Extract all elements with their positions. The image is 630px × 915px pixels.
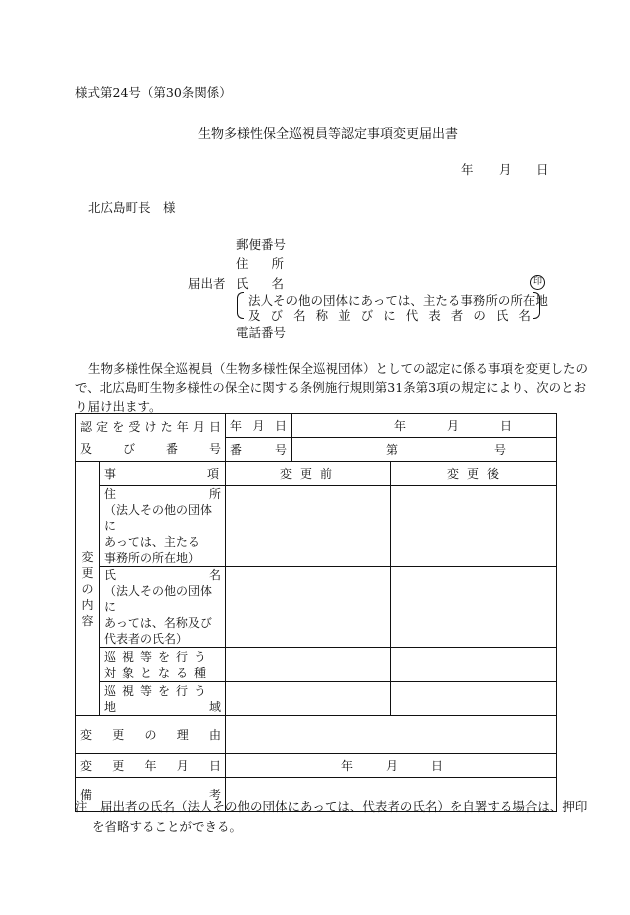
change-date-value-cell[interactable]: 年 月 日 (226, 754, 557, 778)
name-before-cell[interactable] (226, 567, 391, 648)
before-header: 変 更 前 (226, 462, 391, 486)
applicant-label: 届出者 (188, 276, 226, 291)
area-item-cell: 巡視等を行う 地 域 (100, 682, 226, 716)
item-header: 事 項 (100, 462, 226, 486)
cert-label-line-2: 及 び 番 号 (80, 441, 222, 456)
cert-label-cell (76, 414, 226, 462)
body-text-line-2: で、北広島町生物多様性の保全に関する条例施行規則第31条第3項の規定により、次のとお (75, 380, 587, 395)
address-before-cell[interactable] (226, 486, 391, 567)
date-month: 月 (499, 162, 512, 177)
area-before-cell[interactable] (226, 682, 391, 716)
cert-label-line-1: 認 定 を 受 け た 年 月 日 (80, 419, 222, 434)
number-label-cell: 番 号 (226, 438, 292, 462)
change-form-table (75, 413, 557, 812)
document-title: 生物多様性保全巡視員等認定事項変更届出書 (198, 127, 459, 142)
change-content-vertical-label: 変 更 の 内 容 (76, 462, 100, 716)
corporate-note-line-1: 法人その他の団体にあっては、主たる事務所の所在地 (248, 293, 548, 308)
name-after-cell[interactable] (391, 567, 557, 648)
corporate-note-line-2: 及 び 名 称 並 び に 代 表 者 の 氏 名 (248, 308, 531, 323)
body-text-line-1: 生物多様性保全巡視員（生物多様性保全巡視団体）としての認定に係る事項を変更したの (88, 361, 589, 376)
name-change-row (76, 567, 557, 648)
addressee: 北広島町長 様 (88, 200, 176, 215)
body-text-line-3: り届け出ます。 (75, 399, 162, 414)
after-header: 変 更 後 (391, 462, 557, 486)
name-label: 氏 名 (236, 276, 284, 291)
target-after-cell[interactable] (391, 648, 557, 682)
reason-label-cell: 変 更 の 理 由 (76, 716, 226, 754)
reason-row (76, 716, 557, 754)
address-change-row (76, 486, 557, 567)
change-date-label-cell: 変 更 年 月 日 (76, 754, 226, 778)
change-header-row (76, 462, 557, 486)
target-before-cell[interactable] (226, 648, 391, 682)
date-day: 日 (536, 162, 549, 177)
target-item-cell: 巡視等を行う 対象となる種 (100, 648, 226, 682)
address-item-cell: 住 所 （法人その他の団体に あっては、主たる 事務所の所在地） (100, 486, 226, 567)
ymd-label-cell: 年 月 日 (226, 414, 292, 438)
cert-number-value: 第 号 (292, 438, 557, 462)
postal-code-label: 郵便番号 (236, 237, 287, 252)
name-item-cell: 氏 名 （法人その他の団体に あっては、名称及び 代表者の氏名） (100, 567, 226, 648)
seal-mark: 印 (530, 275, 545, 290)
form-number: 様式第24号（第30条関係） (75, 85, 232, 100)
date-year: 年 (461, 162, 474, 177)
footnote-line-1: 注 届出者の氏名（法人その他の団体にあっては、代表者の氏名）を自署する場合は、押印 (75, 799, 588, 814)
phone-label: 電話番号 (236, 325, 287, 340)
reason-value-cell[interactable] (226, 716, 557, 754)
address-after-cell[interactable] (391, 486, 557, 567)
patrol-area-row (76, 682, 557, 716)
target-species-row (76, 648, 557, 682)
remarks-label-cell: 備 考 (76, 778, 226, 812)
cert-date-row (76, 414, 557, 438)
footnote-line-2: を省略することができる。 (92, 819, 243, 834)
change-date-row (76, 754, 557, 778)
address-label: 住 所 (236, 256, 284, 271)
area-after-cell[interactable] (391, 682, 557, 716)
cert-date-value: 年 月 日 (292, 414, 557, 438)
left-bracket (237, 292, 244, 319)
